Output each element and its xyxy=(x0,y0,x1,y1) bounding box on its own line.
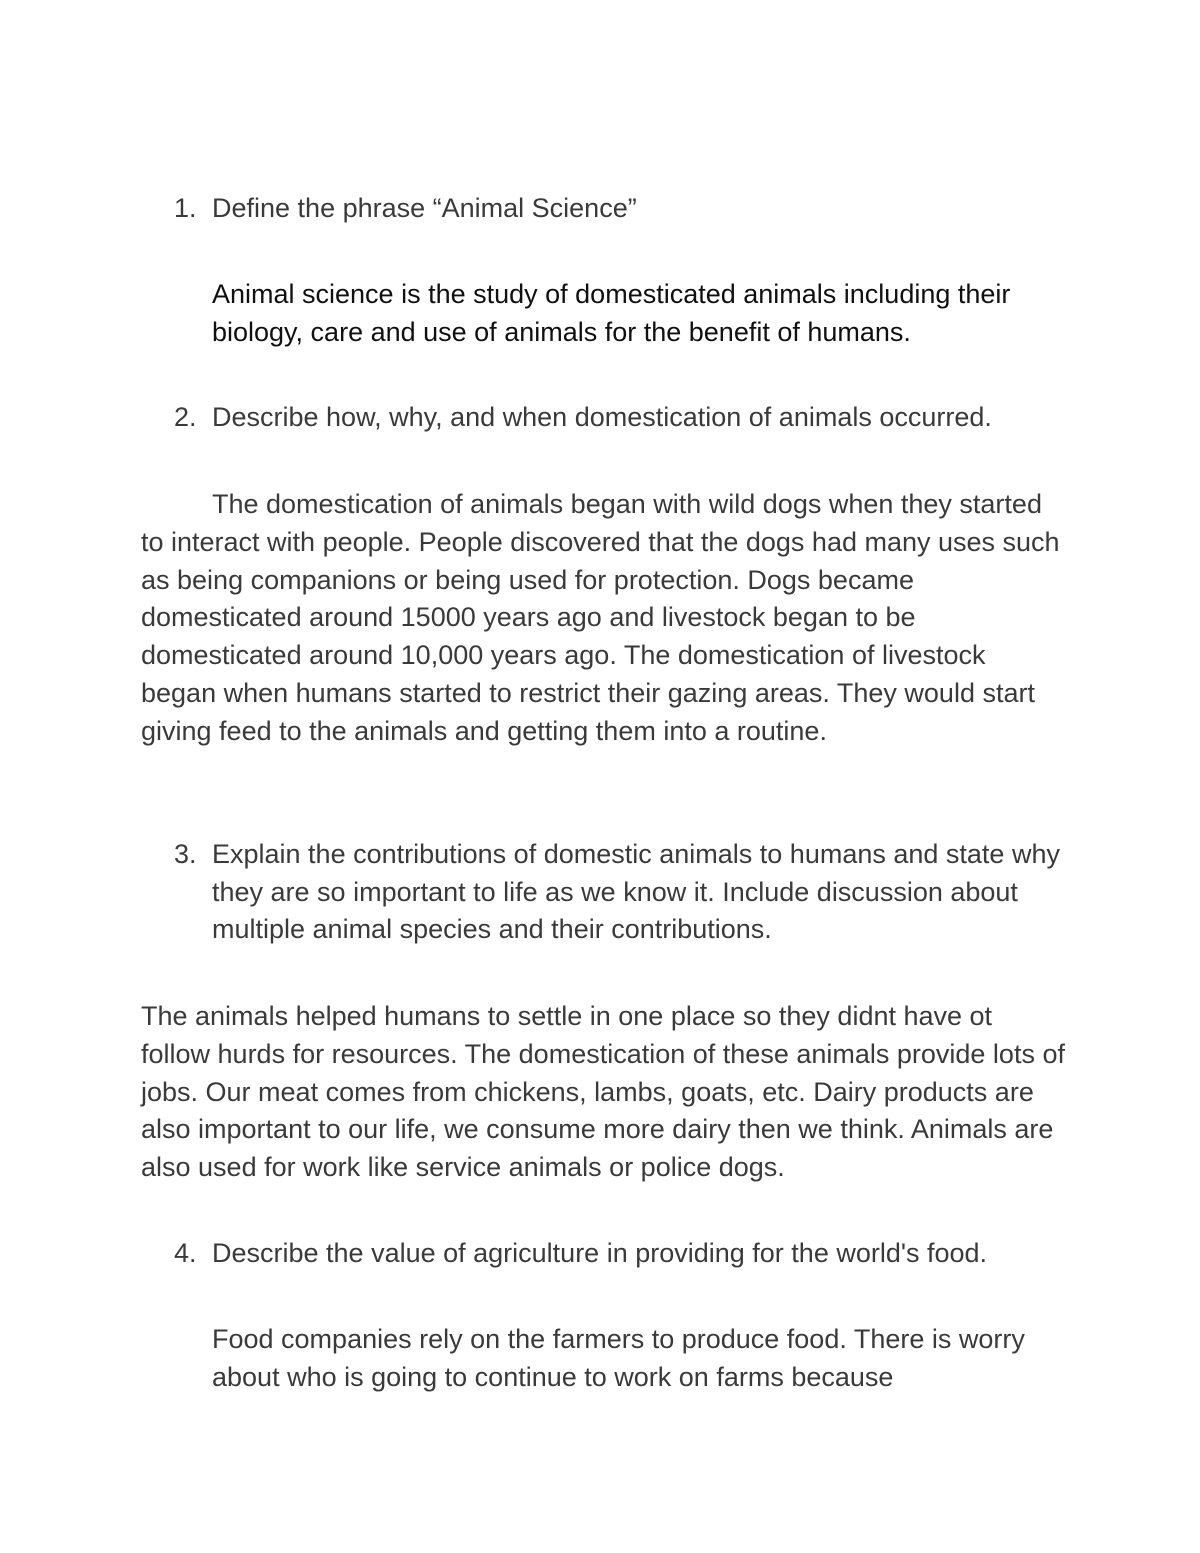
question-number: 4. xyxy=(174,1238,197,1268)
answer-4: Food companies rely on the farmers to produce food. There is worry about who is going to continue to work on farms because xyxy=(212,1324,1025,1392)
question-text: Describe how, why, and when domestication of animals occurred. xyxy=(212,402,992,432)
question-number: 3. xyxy=(174,839,197,869)
question-4 xyxy=(174,1235,1074,1273)
answer-2: The domestication of animals began with wild dogs when they started to interact with people. People discovered that the dogs had many uses such as being companions or being used for protection. Dogs became domesticated around 15000 years ago and livestock began to be domesticated around 10,000 years ago. The domestication of livestock began when humans started to restrict their gazing areas. They would start giving feed to the animals and getting them into a routine. xyxy=(141,489,1060,746)
question-number: 1. xyxy=(174,193,197,223)
answer-1: Animal science is the study of domesticated animals including their biology, care and use of animals for the benefit of humans. xyxy=(212,279,1011,347)
question-text: Define the phrase “Animal Science” xyxy=(212,193,637,223)
question-text: Describe the value of agriculture in providing for the world's food. xyxy=(212,1238,988,1268)
answer-3: The animals helped humans to settle in one place so they didnt have ot follow hurds for resources. The domestication of these animals provide lots of jobs. Our meat comes from chickens, lambs, goats, etc. Dairy products are also important to our life, we consume more dairy then we think. Animals are also used for work like service animals or police dogs. xyxy=(141,1001,1065,1183)
question-1 xyxy=(174,190,1074,228)
question-text: Explain the contributions of domestic animals to humans and state why they are so important to life as we know it. Include discussion about multiple animal species and their contributions. xyxy=(212,839,1060,944)
question-number: 2. xyxy=(174,402,197,432)
question-3 xyxy=(174,836,1074,949)
question-2 xyxy=(174,399,1074,437)
